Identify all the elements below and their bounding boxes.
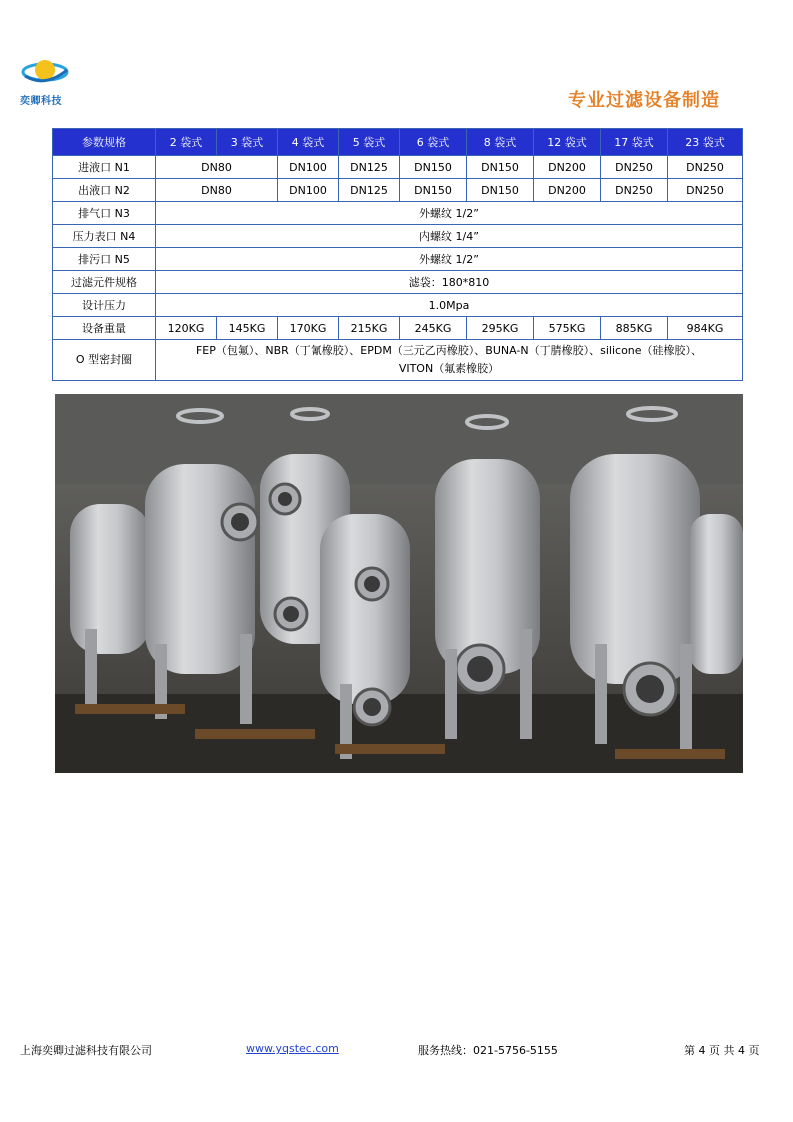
table-cell: DN125 xyxy=(339,179,400,202)
row-label: O 型密封圈 xyxy=(53,340,156,381)
row-label: 排气口 N3 xyxy=(53,202,156,225)
table-cell: DN250 xyxy=(601,156,668,179)
footer-page-number: 第 4 页 共 4 页 xyxy=(684,1044,760,1057)
header-cell: 17 袋式 xyxy=(601,129,668,156)
header-cell: 12 袋式 xyxy=(534,129,601,156)
table-cell: DN80 xyxy=(156,179,278,202)
header-cell: 23 袋式 xyxy=(668,129,743,156)
footer-hotline: 服务热线：021-5756-5155 xyxy=(418,1044,558,1057)
table-cell: 575KG xyxy=(534,317,601,340)
table-row xyxy=(53,317,743,340)
spec-table xyxy=(52,128,743,381)
table-cell: 984KG xyxy=(668,317,743,340)
table-cell: 滤袋：180*810 xyxy=(156,271,743,294)
table-row xyxy=(53,225,743,248)
header-cell: 参数规格 xyxy=(53,129,156,156)
table-row xyxy=(53,340,743,381)
table-cell: DN150 xyxy=(400,156,467,179)
logo-text: 奕卿科技 xyxy=(20,96,62,107)
seal-line-1: FEP（包氟）、NBR（丁氰橡胶）、EPDM（三元乙丙橡胶）、BUNA-N（丁腈橡胶）、silicone（硅橡胶）、 xyxy=(195,344,703,357)
table-header-row xyxy=(53,129,743,156)
header-cell: 2 袋式 xyxy=(156,129,217,156)
table-cell: 145KG xyxy=(217,317,278,340)
table-cell: DN125 xyxy=(339,156,400,179)
table-cell: DN80 xyxy=(156,156,278,179)
header-cell: 8 袋式 xyxy=(467,129,534,156)
product-photo xyxy=(55,394,743,773)
table-cell xyxy=(156,340,743,381)
table-cell: 外螺纹 1/2” xyxy=(156,248,743,271)
row-label: 过滤元件规格 xyxy=(53,271,156,294)
table-row xyxy=(53,156,743,179)
table-cell: 1.0Mpa xyxy=(156,294,743,317)
table-cell: DN100 xyxy=(278,156,339,179)
table-cell: DN150 xyxy=(467,156,534,179)
row-label: 设计压力 xyxy=(53,294,156,317)
table-row xyxy=(53,179,743,202)
table-cell: 内螺纹 1/4” xyxy=(156,225,743,248)
footer-website-link[interactable]: www.yqstec.com xyxy=(246,1042,339,1055)
row-label: 设备重量 xyxy=(53,317,156,340)
table-row xyxy=(53,248,743,271)
table-cell: 120KG xyxy=(156,317,217,340)
header-cell: 6 袋式 xyxy=(400,129,467,156)
table-cell: DN150 xyxy=(400,179,467,202)
table-cell: DN150 xyxy=(467,179,534,202)
table-cell: 外螺纹 1/2” xyxy=(156,202,743,225)
row-label: 排污口 N5 xyxy=(53,248,156,271)
table-cell: DN200 xyxy=(534,156,601,179)
table-cell: DN250 xyxy=(601,179,668,202)
table-cell: DN250 xyxy=(668,179,743,202)
header-cell: 5 袋式 xyxy=(339,129,400,156)
row-label: 进液口 N1 xyxy=(53,156,156,179)
table-cell: DN100 xyxy=(278,179,339,202)
table-cell: 295KG xyxy=(467,317,534,340)
table-cell: DN250 xyxy=(668,156,743,179)
table-cell: 215KG xyxy=(339,317,400,340)
table-row xyxy=(53,202,743,225)
table-cell: 170KG xyxy=(278,317,339,340)
page-slogan: 专业过滤设备制造 xyxy=(568,90,720,111)
table-row xyxy=(53,271,743,294)
footer-company: 上海奕卿过滤科技有限公司 xyxy=(20,1044,152,1057)
table-row xyxy=(53,294,743,317)
seal-line-2: VITON（氟素橡胶） xyxy=(398,362,500,375)
table-cell: 885KG xyxy=(601,317,668,340)
header-cell: 4 袋式 xyxy=(278,129,339,156)
table-cell: 245KG xyxy=(400,317,467,340)
row-label: 压力表口 N4 xyxy=(53,225,156,248)
row-label: 出液口 N2 xyxy=(53,179,156,202)
table-cell: DN200 xyxy=(534,179,601,202)
header-cell: 3 袋式 xyxy=(217,129,278,156)
